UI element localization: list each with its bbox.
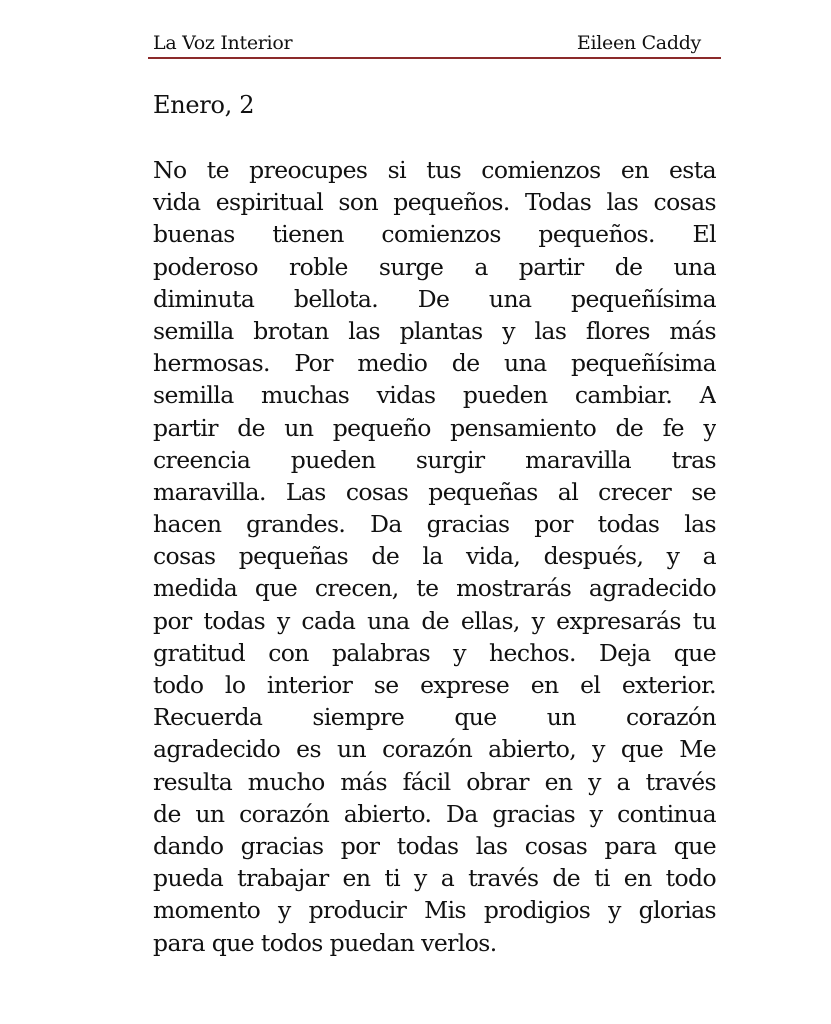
text-line: gratitud con palabras y hechos. Deja que — [153, 638, 716, 667]
text-line: pueda trabajar en ti y a través de ti en todo — [153, 864, 716, 893]
text-line: semilla muchas vidas pueden cambiar. A — [153, 381, 716, 410]
text-line: buenas tienen comienzos pequeños. El — [153, 220, 716, 249]
text-line: para que todos puedan verlos. — [153, 928, 497, 957]
text-line: dando gracias por todas las cosas para que — [153, 831, 716, 860]
text-line: por todas y cada una de ellas, y expresarás tu — [153, 606, 716, 635]
book-title: La Voz Interior — [153, 32, 293, 54]
body-paragraph — [153, 154, 716, 959]
text-line: hacen grandes. Da gracias por todas las — [153, 510, 716, 539]
date-heading: Enero, 2 — [153, 91, 255, 119]
text-line: todo lo interior se exprese en el exterior. — [153, 671, 716, 699]
text-line: creencia pueden surgir maravilla tras — [153, 445, 716, 474]
text-line: cosas pequeñas de la vida, después, y a — [153, 542, 716, 571]
text-line: partir de un pequeño pensamiento de fe y — [153, 413, 716, 442]
text-line: medida que crecen, te mostrarás agradecido — [153, 574, 716, 603]
text-line: diminuta bellota. De una pequeñísima — [153, 284, 716, 313]
text-line: de un corazón abierto. Da gracias y continua — [153, 799, 716, 828]
text-line: momento y producir Mis prodigios y glorias — [153, 896, 716, 925]
author-name: Eileen Caddy — [576, 32, 701, 54]
running-header — [153, 30, 701, 54]
text-line: poderoso roble surge a partir de una — [153, 252, 716, 281]
text-line: maravilla. Las cosas pequeñas al crecer se — [153, 477, 716, 506]
text-line: agradecido es un corazón abierto, y que Me — [153, 735, 716, 764]
text-line: semilla brotan las plantas y las flores más — [153, 316, 716, 345]
text-line: No te preocupes si tus comienzos en esta — [153, 156, 716, 184]
text-line: resulta mucho más fácil obrar en y a través — [153, 767, 716, 796]
text-line: vida espiritual son pequeños. Todas las cosas — [153, 188, 716, 217]
text-line: hermosas. Por medio de una pequeñísima — [153, 349, 716, 378]
text-line: Recuerda siempre que un corazón — [153, 703, 716, 732]
header-divider — [148, 57, 721, 59]
